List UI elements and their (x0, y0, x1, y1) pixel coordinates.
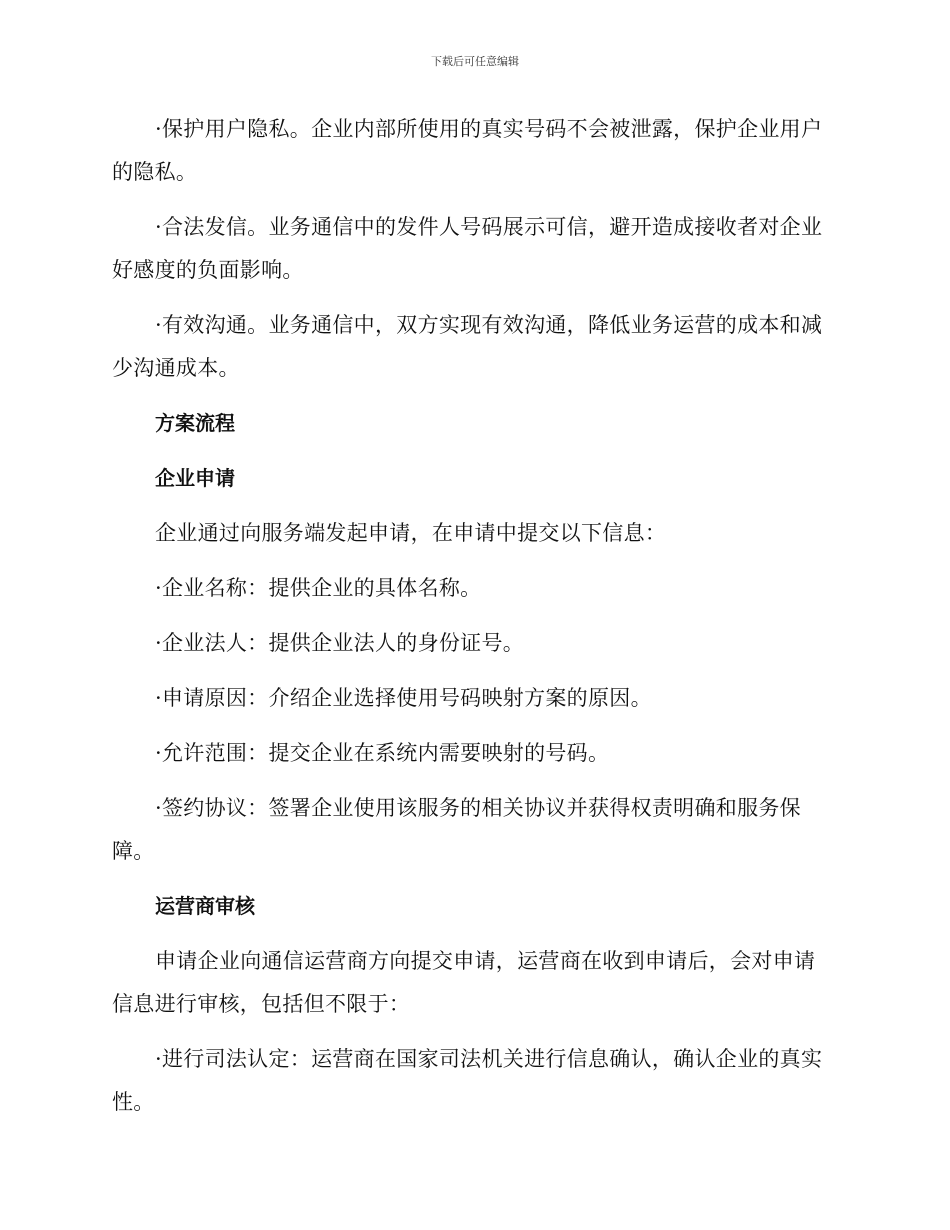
page-header: 下载后可任意编辑 (431, 55, 519, 68)
section-heading-operator-review: 运营商审核 (155, 894, 255, 918)
bullet-privacy: ·保护用户隐私。企业内部所使用的真实号码不会被泄露，保护企业用户的隐私。 (112, 117, 823, 184)
bullet-application-reason: ·申请原因：介绍企业选择使用号码映射方案的原因。 (155, 686, 652, 710)
bullet-agreement: ·签约协议：签署企业使用该服务的相关协议并获得权责明确和服务保障。 (112, 796, 801, 863)
application-intro: 企业通过向服务端发起申请，在申请中提交以下信息： (155, 521, 667, 545)
bullet-enterprise-name: ·企业名称：提供企业的具体名称。 (155, 576, 482, 600)
document-body (112, 108, 832, 1136)
bullet-legal-person: ·企业法人：提供企业法人的身份证号。 (155, 631, 525, 655)
bullet-legal-sending: ·合法发信。业务通信中的发件人号码展示可信，避开造成接收者对企业好感度的负面影响。 (112, 215, 823, 282)
bullet-effective-communication: ·有效沟通。业务通信中，双方实现有效沟通，降低业务运营的成本和减少沟通成本。 (112, 313, 823, 380)
review-intro: 申请企业向通信运营商方向提交申请，运营商在收到申请后，会对申请信息进行审核，包括但不限于： (112, 949, 816, 1016)
bullet-allowed-scope: ·允许范围：提交企业在系统内需要映射的号码。 (155, 741, 610, 765)
section-heading-process: 方案流程 (155, 411, 235, 435)
bullet-judicial-verification: ·进行司法认定：运营商在国家司法机关进行信息确认，确认企业的真实性。 (112, 1047, 823, 1114)
section-heading-enterprise-application: 企业申请 (155, 466, 235, 490)
